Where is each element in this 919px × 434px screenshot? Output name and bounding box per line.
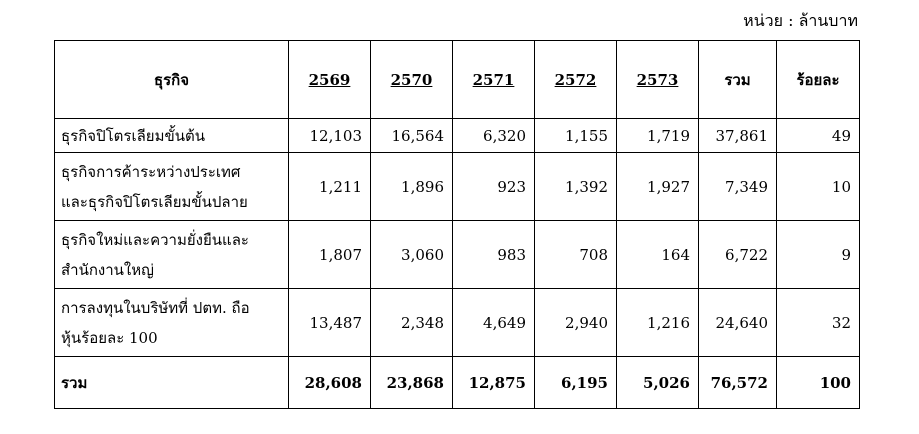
row-label-line: หุ้นร้อยละ 100 (61, 328, 158, 347)
cell-percent: 32 (777, 289, 860, 357)
cell-2569: 1,807 (289, 221, 371, 289)
header-year-2569 (289, 41, 371, 119)
cell-2573: 164 (617, 221, 699, 289)
row-label (55, 119, 289, 153)
cell-2571: 4,649 (453, 289, 535, 357)
cell-percent: 9 (777, 221, 860, 289)
table-row-upstream (55, 119, 860, 153)
cell-percent: 49 (777, 119, 860, 153)
cell-2572: 708 (535, 221, 617, 289)
total-label: รวม (55, 357, 289, 409)
cell-2572: 1,392 (535, 153, 617, 221)
table-row-subsidiary-investment (55, 289, 860, 357)
row-label-line: และธุรกิจปิโตรเลียมขั้นปลาย (61, 192, 248, 211)
header-year-2570 (371, 41, 453, 119)
table-row-total (55, 357, 860, 409)
total-2570: 23,868 (371, 357, 453, 409)
cell-2571: 923 (453, 153, 535, 221)
header-percent: ร้อยละ (777, 41, 860, 119)
header-business: ธุรกิจ (55, 41, 289, 119)
row-label (55, 153, 289, 221)
cell-2570: 1,896 (371, 153, 453, 221)
cell-total: 7,349 (699, 153, 777, 221)
total-percent: 100 (777, 357, 860, 409)
cell-2569: 12,103 (289, 119, 371, 153)
cell-2572: 1,155 (535, 119, 617, 153)
header-year-2572 (535, 41, 617, 119)
cell-total: 37,861 (699, 119, 777, 153)
cell-2569: 1,211 (289, 153, 371, 221)
header-row (55, 41, 860, 119)
total-2569: 28,608 (289, 357, 371, 409)
row-label-line: สำนักงานใหญ่ (61, 260, 154, 279)
header-year-2572-text: 2572 (554, 70, 597, 89)
cell-2570: 16,564 (371, 119, 453, 153)
table-row-trading-downstream (55, 153, 860, 221)
cell-total: 6,722 (699, 221, 777, 289)
row-label (55, 289, 289, 357)
row-label-line: การลงทุนในบริษัทที่ ปตท. ถือ (61, 298, 250, 317)
cell-2569: 13,487 (289, 289, 371, 357)
cell-total: 24,640 (699, 289, 777, 357)
row-label-line: ธุรกิจใหม่และความยั่งยืนและ (61, 230, 249, 249)
cell-2571: 983 (453, 221, 535, 289)
cell-2570: 2,348 (371, 289, 453, 357)
cell-percent: 10 (777, 153, 860, 221)
cell-2572: 2,940 (535, 289, 617, 357)
total-sum: 76,572 (699, 357, 777, 409)
header-year-2569-text: 2569 (308, 70, 351, 89)
investment-table (54, 40, 860, 409)
cell-2573: 1,927 (617, 153, 699, 221)
total-2573: 5,026 (617, 357, 699, 409)
cell-2573: 1,216 (617, 289, 699, 357)
header-year-2571-text: 2571 (472, 70, 515, 89)
table-row-new-business (55, 221, 860, 289)
header-year-2571 (453, 41, 535, 119)
row-label (55, 221, 289, 289)
row-label-line: ธุรกิจการค้าระหว่างประเทศ (61, 162, 241, 181)
header-year-2573 (617, 41, 699, 119)
cell-2571: 6,320 (453, 119, 535, 153)
header-total: รวม (699, 41, 777, 119)
row-label-line: ธุรกิจปิโตรเลียมขั้นต้น (61, 126, 205, 145)
total-2572: 6,195 (535, 357, 617, 409)
unit-label: หน่วย : ล้านบาท (743, 11, 858, 30)
header-year-2570-text: 2570 (390, 70, 433, 89)
header-year-2573-text: 2573 (636, 70, 679, 89)
cell-2573: 1,719 (617, 119, 699, 153)
cell-2570: 3,060 (371, 221, 453, 289)
total-2571: 12,875 (453, 357, 535, 409)
